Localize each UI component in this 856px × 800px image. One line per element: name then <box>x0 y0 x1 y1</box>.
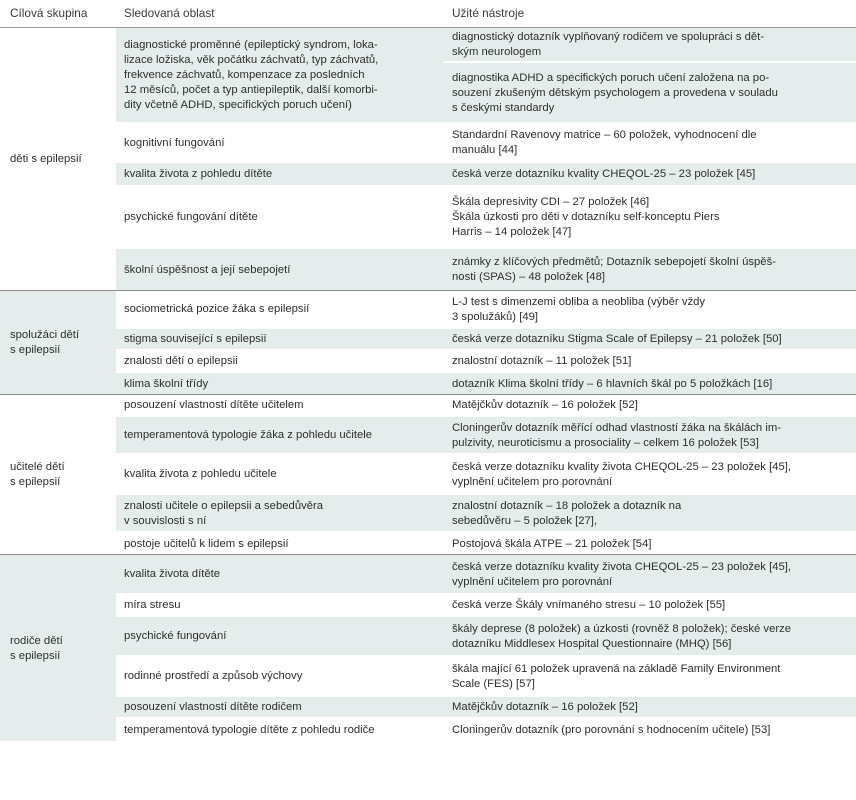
tools-cell: škála mající 61 položek upravená na základě Family Environment Scale (FES) [57] <box>444 657 856 697</box>
area-cell: posouzení vlastností dítěte učitelem <box>116 395 444 417</box>
area-cell: klima školní třídy <box>116 373 444 395</box>
tools-cell: česká verze dotazníku kvality života CHEQOL-25 – 23 položek [45], vyplnění učitelem pro porovnání <box>444 555 856 595</box>
table-row <box>0 187 856 249</box>
tools-cell: Standardní Ravenovy matrice – 60 položek, vyhodnocení dle manuálu [44] <box>444 124 856 163</box>
tools-cell: česká verze dotazníku kvality života CHEQOL-25 – 23 položek [45], vyplnění učitelem pro porovnání <box>444 455 856 495</box>
tools-cell: Postojová škála ATPE – 21 položek [54] <box>444 533 856 555</box>
table-row <box>0 555 856 595</box>
tools-cell: škály deprese (8 položek) a úzkosti (rovněž 8 položek); české verze dotazníku Middlesex Hospital Questionnaire (MHQ) [56] <box>444 617 856 657</box>
area-cell: temperamentová typologie žáka z pohledu učitele <box>116 417 444 455</box>
tools-cell: L-J test s dimenzemi obliba a neobliba (výběr vždy 3 spolužáků) [49] <box>444 291 856 329</box>
tools-cell: diagnostický dotazník vyplňovaný rodičem ve spolupráci s dět- ským neurologem <box>444 28 856 63</box>
area-cell: kvalita života z pohledu učitele <box>116 455 444 495</box>
table-row <box>0 329 856 351</box>
tools-cell: Cloningerův dotazník (pro porovnání s hodnocením učitele) [53] <box>452 724 771 736</box>
group-label: spolužáci dětí s epilepsií <box>0 291 116 395</box>
header-row <box>0 0 856 28</box>
area-cell: temperamentová typologie dítěte z pohledu rodiče <box>124 724 375 736</box>
tools-cell: česká verze dotazníku Stigma Scale of Epilepsy – 21 položek [50] <box>444 329 856 351</box>
tools-cell: dotazník Klima školní třídy – 6 hlavních škál po 5 položkách [16] <box>444 373 856 395</box>
table-row <box>0 455 856 495</box>
area-cell: posouzení vlastností dítěte rodičem <box>116 697 444 719</box>
tools-cell: Škála depresivity CDI – 27 položek [46] Škála úzkosti pro děti v dotazníku self-konceptu Piers Harris – 14 položek [47] <box>444 187 856 249</box>
group-label: děti s epilepsií <box>0 28 116 291</box>
header-monitored-area: Sledovaná oblast <box>116 0 444 28</box>
tools-cell: diagnostika ADHD a specifických poruch učení založena na po- souzení zkušeným dětským psychologem a provedena v souladu s českými standardy <box>444 63 856 124</box>
area-cell: psychické fungování dítěte <box>116 187 444 249</box>
area-cell: míra stresu <box>116 595 444 617</box>
table-row <box>0 533 856 555</box>
table-row <box>0 657 856 697</box>
table-row <box>0 417 856 455</box>
table-row <box>0 395 856 417</box>
table-row <box>0 495 856 533</box>
area-cell: školní úspěšnost a její sebepojetí <box>116 249 444 291</box>
area-cell: psychické fungování <box>116 617 444 657</box>
area-cell: kvalita života dítěte <box>116 555 444 595</box>
area-cell: kvalita života z pohledu dítěte <box>116 163 444 187</box>
header-target-group: Cílová skupina <box>0 0 116 28</box>
table-row <box>0 595 856 617</box>
tools-cell: Cloningerův dotazník měřící odhad vlastností žáka na škálách im- pulzivity, neuroticismu a prosociality – celkem 16 položek [53] <box>444 417 856 455</box>
table-row <box>0 124 856 163</box>
tools-cell: Matějčkův dotazník – 16 položek [52] <box>444 395 856 417</box>
area-cell: znalosti učitele o epilepsii a sebedůvěra v souvislosti s ní <box>116 495 444 533</box>
header-tools-used: Užité nástroje <box>444 0 856 28</box>
table-row <box>0 697 856 719</box>
area-cell: kognitivní fungování <box>116 124 444 163</box>
table-row <box>0 249 856 291</box>
table-row <box>0 351 856 373</box>
table-row <box>0 163 856 187</box>
area-cell: postoje učitelů k lidem s epilepsií <box>116 533 444 555</box>
area-cell: sociometrická pozice žáka s epilepsií <box>116 291 444 329</box>
group-label: učitelé dětí s epilepsií <box>0 395 116 555</box>
tools-cell: znalostní dotazník – 11 položek [51] <box>444 351 856 373</box>
table-row <box>0 373 856 395</box>
table-row <box>0 617 856 657</box>
area-cell: stigma související s epilepsií <box>116 329 444 351</box>
table-row <box>0 28 856 63</box>
table-row <box>0 291 856 329</box>
area-cell: diagnostické proměnné (epileptický syndrom, loka- lizace ložiska, věk počátku záchvatů, typ záchvatů, frekvence záchvatů, kompenzace za posledních 12 měsíců, počet a typ antiepileptik, další komorbi- dity včetně ADHD, specifických poruch učení) <box>116 28 444 124</box>
tools-cell: znalostní dotazník – 18 položek a dotazník na sebedůvěru – 5 položek [27], <box>444 495 856 533</box>
tools-cell: Matějčkův dotazník – 16 položek [52] <box>444 697 856 719</box>
tools-cell: česká verze Škály vnímaného stresu – 10 položek [55] <box>444 595 856 617</box>
tools-cell: známky z klíčových předmětů; Dotazník sebepojetí školní úspěš- nosti (SPAS) – 48 položek [48] <box>444 249 856 291</box>
area-cell: rodinné prostředí a způsob výchovy <box>116 657 444 697</box>
group-label: rodiče dětí s epilepsií <box>0 555 116 741</box>
area-cell: znalosti dětí o epilepsii <box>116 351 444 373</box>
table-row <box>0 719 856 741</box>
tools-cell: česká verze dotazníku kvality CHEQOL-25 – 23 položek [45] <box>444 163 856 187</box>
